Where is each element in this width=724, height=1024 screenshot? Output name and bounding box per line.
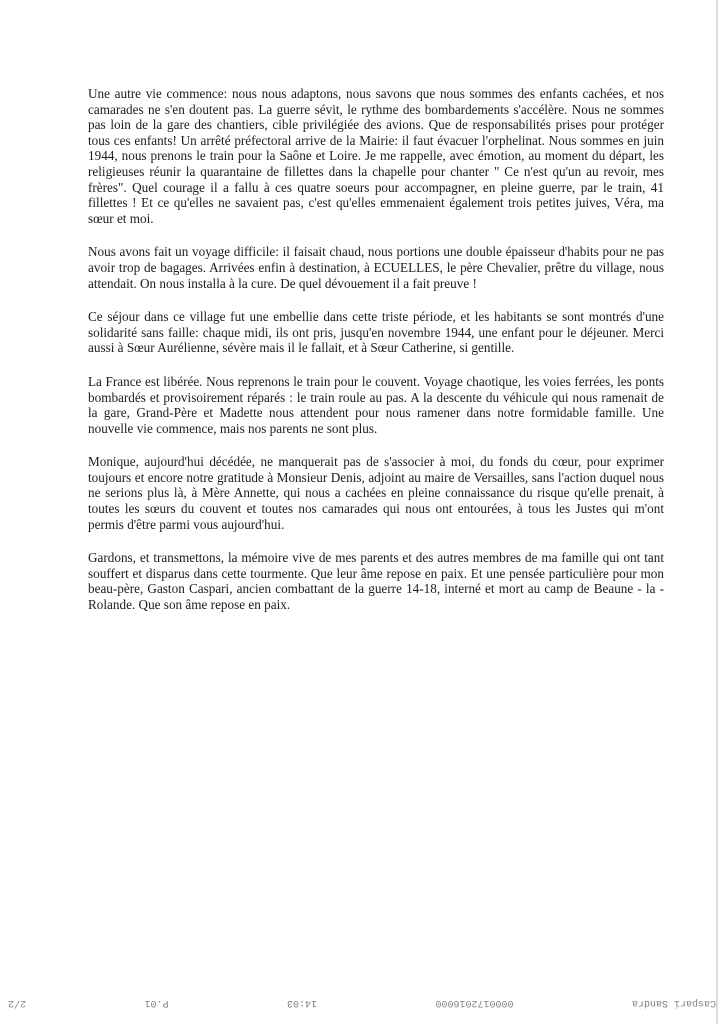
fax-footer-time: 14:03 <box>287 997 318 1009</box>
paragraph-3: Ce séjour dans ce village fut une embellie dans cette triste période, et les habitants se sont montrés d'une solidarité sans faille: chaque midi, ils ont pris, jusqu'en novembre 1944, une enfant pour le déjeuner. Merci aussi à Sœur Aurélienne, sévère mais il le fallait, et à Sœur Catherine, si gentille. <box>88 309 664 356</box>
paragraph-4: La France est libérée. Nous reprenons le train pour le couvent. Voyage chaotique, les voies ferrées, les ponts bombardés et provisoirement réparés : le train roule au pas. A la descente du véhicule qui nous ramenait de la gare, Grand-Père et Madette nous attendent pour nous ramener dans notre formidable famille. Une nouvelle vie commence, mais nos parents ne sont plus. <box>88 373 664 436</box>
fax-footer-right: Caspari Sandra <box>631 997 716 1009</box>
paragraph-2: Nous avons fait un voyage difficile: il faisait chaud, nous portions une double épaisseur d'habits pour ne pas avoir trop de bagages. Arrivées enfin à destination, à ECUELLES, le père Chevalier, prêtre du village, nous attendait. On nous installa à la cure. De quel dévouement il a fait preuve ! <box>88 244 664 291</box>
document-body <box>88 86 664 631</box>
fax-footer-page-ref: P.01 <box>144 997 169 1009</box>
paragraph-1: Une autre vie commence: nous nous adaptons, nous savons que nous sommes des enfants cachées, et nos camarades ne s'en doutent pas. La guerre sévit, le rythme des bombardements s'accélère. Nous ne sommes pas loin de la gare des chantiers, cible privilégiée des avions. Que de responsabilités prises pour protéger tous ces enfants! Un arrêté préfectoral arrive de la Mairie: il faut évacuer l'orphelinat. Nous sommes en juin 1944, nous prenons le train pour la Saône et Loire. Je me rappelle, avec émotion, au moment du départ, les religieuses réunir la quarantaine de fillettes dans la chapelle pour chanter " Ce n'est qu'un au revoir, mes frères". Quel courage il a fallu à ces quatre soeurs pour accompagner, en pleine guerre, par le train, 41 fillettes ! Et ce qu'elles ne savaient pas, c'est qu'elles emmenaient également trois petites juives, Véra, ma sœur et moi. <box>88 86 664 226</box>
scan-edge-mark <box>716 0 718 1024</box>
fax-footer-number: 0000172016000 <box>435 997 514 1009</box>
paragraph-5: Monique, aujourd'hui décédée, ne manquerait pas de s'associer à moi, du fonds du cœur, pour exprimer toujours et encore notre gratitude à Monsieur Denis, adjoint au maire de Versailles, sans l'action duquel nous ne serions plus là, à Mère Annette, qui nous a cachées en pleine connaissance du risque qu'elle prenait, à toutes les sœurs du couvent et toutes nos camarades qui nous ont entourées, à tous les Justes qui m'ont permis d'être parmi vous aujourd'hui. <box>88 454 664 532</box>
fax-footer-left: 2/2 <box>8 997 27 1009</box>
paragraph-6: Gardons, et transmettons, la mémoire vive de mes parents et des autres membres de ma famille qui ont tant souffert et disparus dans cette tourmente. Que leur âme repose en paix. Et une pensée particulière pour mon beau-père, Gaston Caspari, ancien combattant de la guerre 14-18, interné et mort au camp de Beaune - la - Rolande. Que son âme repose en paix. <box>88 550 664 613</box>
fax-footer <box>8 994 716 1012</box>
